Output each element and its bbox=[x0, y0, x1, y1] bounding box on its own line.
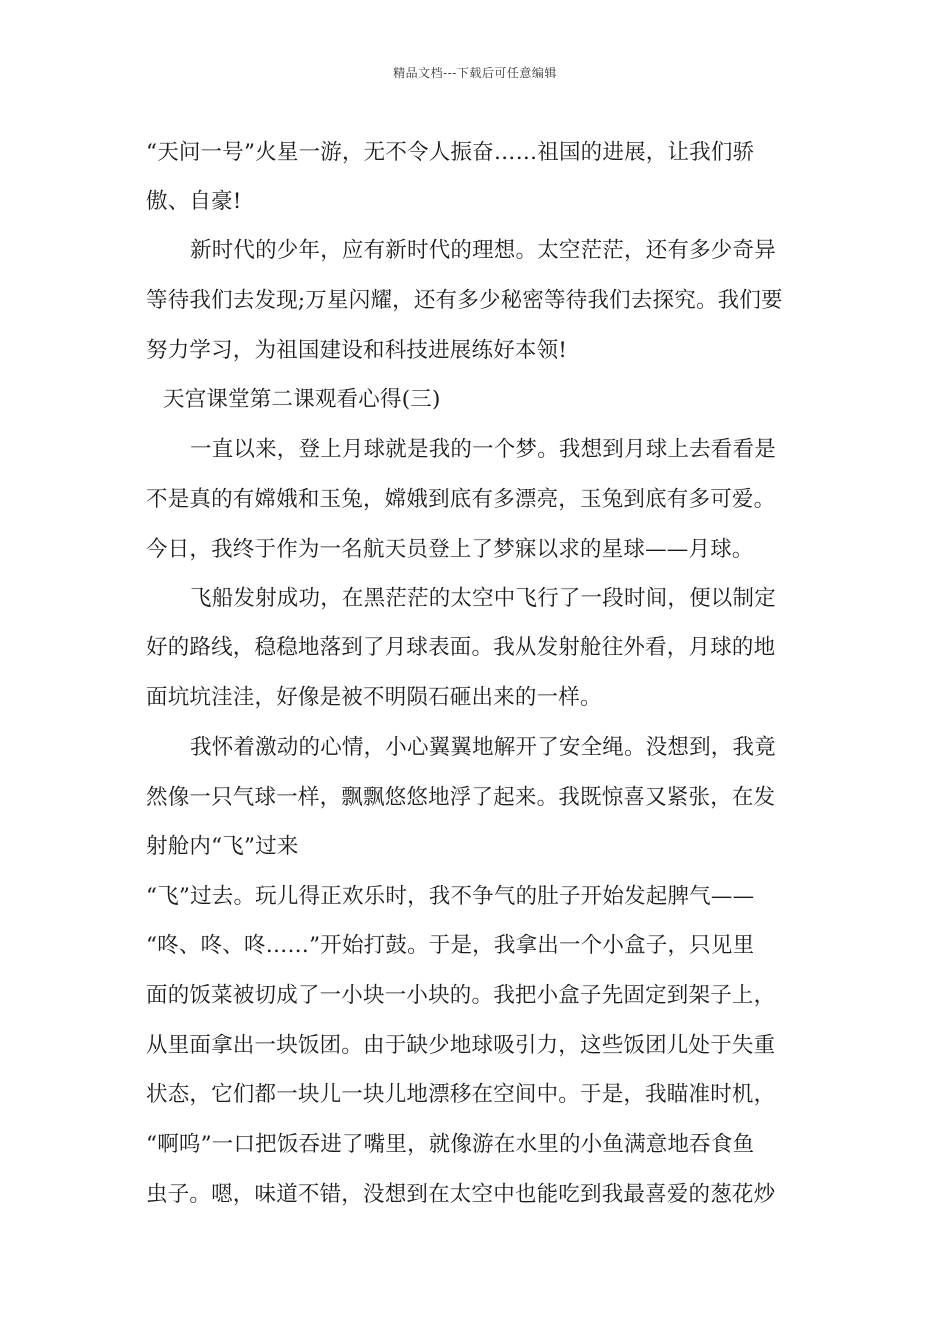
text-line: “啊呜”一口把饭吞进了嘴里，就像游在水里的小鱼满意地吞食鱼 bbox=[146, 1132, 755, 1157]
page-header: 精品文档---下载后可任意编辑 bbox=[393, 66, 557, 80]
text-line: 好的路线，稳稳地落到了月球表面。我从发射舱往外看，月球的地 bbox=[146, 635, 776, 660]
text-line: 射舱内“飞”过来 bbox=[146, 834, 299, 859]
text-line: “飞”过去。玩儿得正欢乐时，我不争气的肚子开始发起脾气—— bbox=[146, 884, 755, 909]
text-line: 状态，它们都一块儿一块儿地漂移在空间中。于是，我瞄准时机， bbox=[146, 1082, 776, 1107]
text-line: “天问一号”火星一游，无不令人振奋……祖国的进展，让我们骄 bbox=[146, 140, 755, 165]
text-line: 新时代的少年，应有新时代的理想。太空茫茫，还有多少奇异 bbox=[190, 238, 776, 263]
text-line: “咚、咚、咚……”开始打鼓。于是，我拿出一个小盒子，只见里 bbox=[146, 933, 755, 958]
section-title: 天宫课堂第二课观看心得(三) bbox=[163, 387, 441, 412]
text-line: 努力学习，为祖国建设和科技进展练好本领! bbox=[146, 338, 568, 363]
text-line: 从里面拿出一块饭团。由于缺少地球吸引力，这些饭团儿处于失重 bbox=[146, 1033, 776, 1058]
text-line: 傲、自豪! bbox=[146, 189, 242, 214]
text-line: 今日，我终于作为一名航天员登上了梦寐以求的星球——月球。 bbox=[146, 537, 754, 562]
text-line: 不是真的有嫦娥和玉兔，嫦娥到底有多漂亮，玉兔到底有多可爱。 bbox=[146, 487, 776, 512]
text-line: 面坑坑洼洼，好像是被不明陨石砸出来的一样。 bbox=[146, 685, 602, 710]
text-line: 虫子。嗯，味道不错，没想到在太空中也能吃到我最喜爱的葱花炒 bbox=[146, 1182, 776, 1207]
text-line: 一直以来，登上月球就是我的一个梦。我想到月球上去看看是 bbox=[190, 437, 776, 462]
text-line: 面的饭菜被切成了一小块一小块的。我把小盒子先固定到架子上， bbox=[146, 983, 776, 1008]
text-line: 飞船发射成功，在黑茫茫的太空中飞行了一段时间，便以制定 bbox=[190, 586, 776, 611]
text-line: 等待我们去发现;万星闪耀，还有多少秘密等待我们去探究。我们要 bbox=[146, 288, 783, 313]
text-line: 我怀着激动的心情，小心翼翼地解开了安全绳。没想到，我竟 bbox=[190, 735, 776, 760]
text-line: 然像一只气球一样，飘飘悠悠地浮了起来。我既惊喜又紧张，在发 bbox=[146, 785, 776, 810]
